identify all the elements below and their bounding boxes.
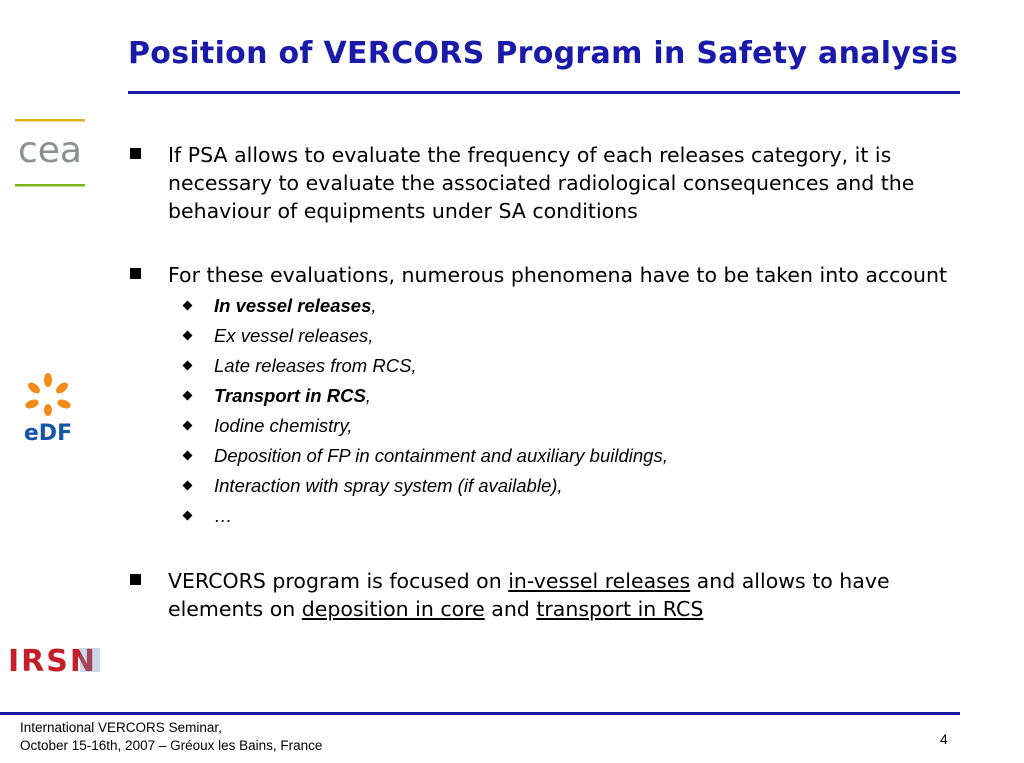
diamond-bullet-icon <box>183 301 193 311</box>
footer-line-1: International VERCORS Seminar, <box>20 720 222 735</box>
diamond-bullet-icon <box>183 331 193 341</box>
list-item: Late releases from RCS, <box>168 351 960 381</box>
irsn-logo <box>8 640 104 680</box>
phenomena-list <box>168 291 960 531</box>
square-bullet-icon <box>130 148 141 159</box>
cea-logo <box>14 117 86 189</box>
in-vessel-releases-text: in-vessel releases <box>508 569 691 593</box>
diamond-bullet-icon <box>183 361 193 371</box>
square-bullet-icon <box>130 268 141 279</box>
title-underline <box>128 91 960 94</box>
diamond-bullet-icon <box>183 421 193 431</box>
diamond-bullet-icon <box>183 391 193 401</box>
slide-body <box>130 141 960 623</box>
square-bullet-icon <box>130 574 141 585</box>
list-item: … <box>168 501 960 531</box>
list-item: Ex vessel releases, <box>168 321 960 351</box>
list-item: Deposition of FP in containment and auxiliary buildings, <box>168 441 960 471</box>
page-number: 4 <box>940 731 948 747</box>
list-item: Iodine chemistry, <box>168 411 960 441</box>
slide-title: Position of VERCORS Program in Safety analysis <box>128 36 959 71</box>
edf-logo-text: eDF <box>23 421 73 444</box>
list-item: Transport in RCS, <box>168 381 960 411</box>
bullet-vercors-focus: VERCORS program is focused on in-vessel releases and allows to have elements on deposition in core and transport in RCS <box>130 567 960 623</box>
diamond-bullet-icon <box>183 481 193 491</box>
deposition-in-core-text: deposition in core <box>301 597 485 621</box>
diamond-bullet-icon <box>183 511 193 521</box>
footer <box>20 719 322 755</box>
edf-flower-icon <box>24 373 72 416</box>
bullet-psa-text: If PSA allows to evaluate the frequency of each releases category, it is necessary to evaluate the associated radiological consequences and the behaviour of equipments under SA conditions <box>168 143 915 223</box>
list-item: Interaction with spray system (if available), <box>168 471 960 501</box>
footer-rule <box>0 712 960 715</box>
irsn-logo-text: IRSN <box>8 644 97 679</box>
diamond-bullet-icon <box>183 451 193 461</box>
bullet-evaluations-text: For these evaluations, numerous phenomena have to be taken into account <box>168 263 947 287</box>
list-item: In vessel releases, <box>168 291 960 321</box>
bullet-evaluations <box>130 261 960 531</box>
edf-logo <box>16 372 80 444</box>
bullet-psa <box>130 141 960 225</box>
transport-in-rcs-text: transport in RCS <box>536 597 704 621</box>
cea-logo-text: cea <box>17 130 83 171</box>
footer-line-2: October 15-16th, 2007 – Gréoux les Bains, France <box>20 738 323 753</box>
